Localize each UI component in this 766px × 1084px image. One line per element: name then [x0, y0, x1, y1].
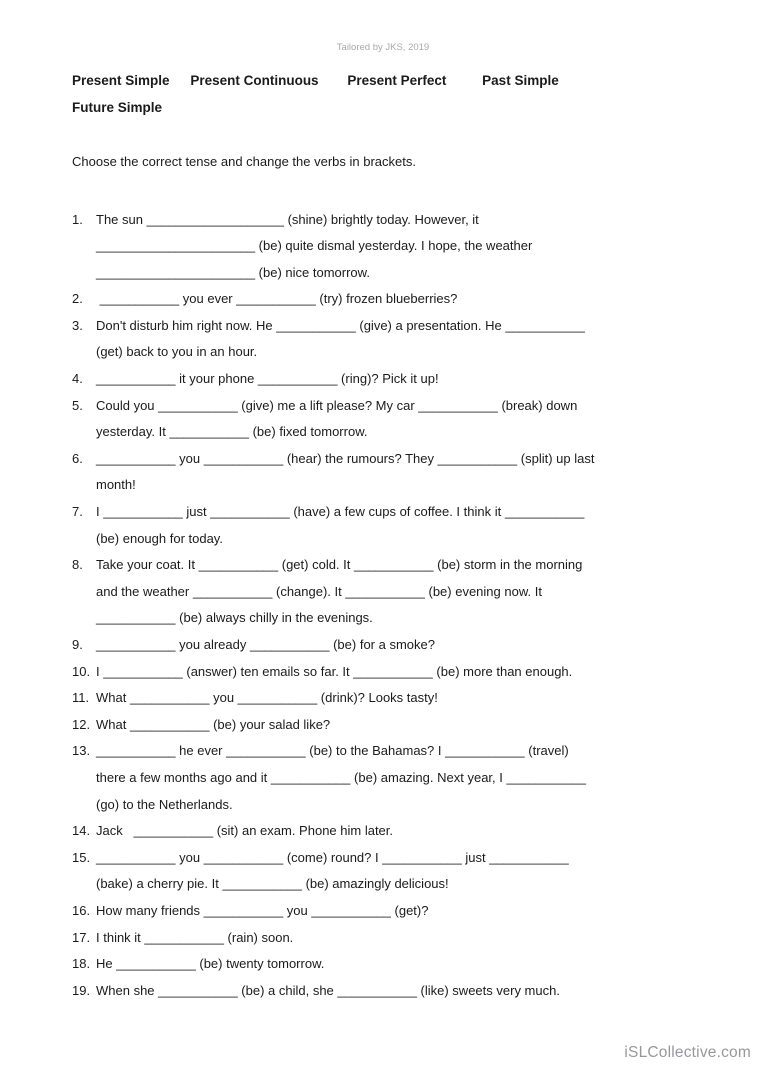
item-line: Don't disturb him right now. He ___________ (give) a presentation. He ___________ [96, 317, 585, 333]
item-line: Could you ___________ (give) me a lift please? My car ___________ (break) down [96, 397, 578, 413]
item-text [96, 393, 702, 446]
item-line: ___________ you ___________ (hear) the rumours? They ___________ (split) up last [96, 450, 595, 466]
item-line: How many friends ___________ you ___________ (get)? [96, 902, 429, 918]
item-line: there a few months ago and it ___________ (be) amazing. Next year, I ___________ [96, 769, 587, 785]
item-line: (be) enough for today. [96, 530, 223, 546]
exercise-item-1 [72, 207, 702, 287]
item-line: Jack ___________ (sit) an exam. Phone him later. [96, 823, 394, 839]
islcollective-watermark: iSLCollective.com [624, 1044, 751, 1061]
tense-options-header [72, 68, 702, 121]
item-line: ___________ (be) always chilly in the evenings. [96, 610, 373, 626]
item-number: 2. [72, 291, 83, 307]
item-number: 16. [72, 902, 91, 918]
item-line: (get) back to you in an hour. [96, 344, 258, 360]
exercise-item-10 [72, 659, 702, 686]
exercise-item-19 [72, 978, 702, 1005]
tense-options-line-2 [72, 95, 702, 122]
item-line: ___________ it your phone ___________ (ring)? Pick it up! [96, 371, 439, 387]
item-line: (bake) a cherry pie. It ___________ (be) amazingly delicious! [96, 876, 449, 892]
exercise-item-8 [72, 552, 702, 632]
exercise-item-16 [72, 898, 702, 925]
exercise-item-11 [72, 685, 702, 712]
item-number: 3. [72, 317, 83, 333]
item-line: (go) to the Netherlands. [96, 796, 233, 812]
item-text [96, 845, 702, 898]
exercise-instruction: Choose the correct tense and change the verbs in brackets. [72, 154, 416, 169]
item-number: 7. [72, 504, 83, 520]
item-line: ___________ he ever ___________ (be) to the Bahamas? I ___________ (travel) [96, 743, 569, 759]
item-text [96, 659, 702, 686]
item-text [96, 499, 702, 552]
tense-present-simple: Present Simple [72, 73, 170, 88]
item-line: What ___________ you ___________ (drink)? Looks tasty! [96, 690, 438, 706]
item-number: 4. [72, 371, 83, 387]
item-line: ______________________ (be) nice tomorrow. [96, 264, 370, 280]
item-number: 5. [72, 397, 83, 413]
exercise-list [72, 207, 702, 1005]
exercise-item-9 [72, 632, 702, 659]
item-number: 19. [72, 982, 91, 998]
item-line: What ___________ (be) your salad like? [96, 716, 331, 732]
item-text [96, 685, 702, 712]
item-number: 9. [72, 637, 83, 652]
tense-options-line-1 [72, 68, 702, 95]
item-text [96, 366, 702, 393]
item-text [96, 898, 702, 925]
item-number: 6. [72, 450, 83, 466]
item-number: 15. [72, 849, 91, 865]
item-text [96, 951, 702, 978]
tense-future-simple: Future Simple [72, 99, 163, 115]
item-line: yesterday. It ___________ (be) fixed tomorrow. [96, 424, 368, 440]
item-line: ___________ you ever ___________ (try) frozen blueberries? [96, 291, 458, 307]
item-text [96, 446, 702, 499]
exercise-item-14 [72, 818, 702, 845]
item-number: 13. [72, 743, 91, 759]
exercise-item-6 [72, 446, 702, 499]
exercise-item-7 [72, 499, 702, 552]
item-line: ___________ you already ___________ (be) for a smoke? [96, 637, 435, 652]
exercise-item-13 [72, 738, 702, 818]
item-number: 12. [72, 716, 91, 732]
item-text [96, 712, 702, 739]
item-text [96, 313, 702, 366]
exercise-item-18 [72, 951, 702, 978]
item-line: month! [96, 477, 136, 493]
exercise-item-15 [72, 845, 702, 898]
item-text [96, 978, 702, 1005]
exercise-item-2 [72, 286, 702, 313]
item-line: and the weather ___________ (change). It ___________ (be) evening now. It [96, 583, 542, 599]
item-text [96, 286, 702, 313]
tense-present-continuous: Present Continuous [190, 73, 319, 88]
exercise-item-3 [72, 313, 702, 366]
item-line: I ___________ (answer) ten emails so far. It ___________ (be) more than enough. [96, 663, 573, 679]
tense-present-perfect: Present Perfect [347, 73, 447, 88]
exercise-item-5 [72, 393, 702, 446]
item-number: 10. [72, 663, 91, 679]
author-watermark: Tailored by JKS, 2019 [336, 42, 430, 53]
item-number: 18. [72, 956, 91, 972]
item-number: 14. [72, 823, 91, 839]
item-text [96, 738, 702, 818]
item-line: When she ___________ (be) a child, she ___________ (like) sweets very much. [96, 982, 560, 998]
tense-past-simple: Past Simple [482, 73, 559, 88]
item-line: Take your coat. It ___________ (get) cold. It ___________ (be) storm in the morning [96, 557, 583, 573]
item-text [96, 552, 702, 632]
item-number: 11. [72, 690, 90, 706]
item-text [96, 207, 702, 287]
item-text [96, 632, 702, 659]
item-line: He ___________ (be) twenty tomorrow. [96, 956, 325, 972]
item-line: I think it ___________ (rain) soon. [96, 929, 294, 945]
exercise-item-4 [72, 366, 702, 393]
item-line: I ___________ just ___________ (have) a few cups of coffee. I think it ___________ [96, 504, 585, 520]
item-text [96, 818, 702, 845]
item-text [96, 925, 702, 952]
item-number: 17. [72, 929, 91, 945]
exercise-item-12 [72, 712, 702, 739]
item-number: 1. [72, 211, 83, 227]
item-number: 8. [72, 557, 83, 573]
exercise-item-17 [72, 925, 702, 952]
item-line: ______________________ (be) quite dismal yesterday. I hope, the weather [96, 238, 533, 254]
item-line: The sun ___________________ (shine) brightly today. However, it [96, 211, 479, 227]
item-line: ___________ you ___________ (come) round? I ___________ just ___________ [96, 849, 569, 865]
